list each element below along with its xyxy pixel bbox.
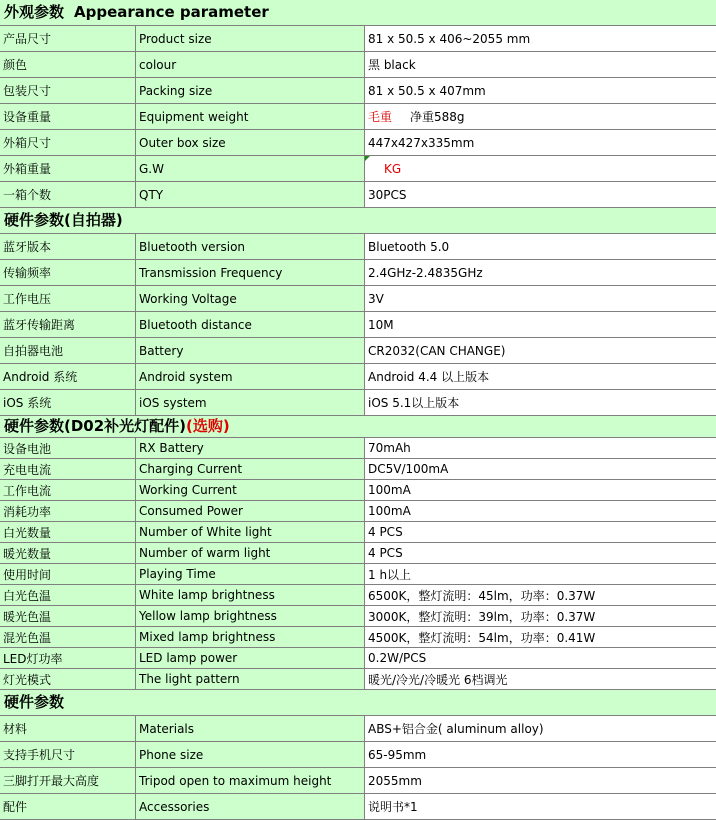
table-row (0, 606, 716, 627)
param-name-en: Consumed Power (136, 501, 365, 521)
param-name-en: Phone size (136, 742, 365, 767)
param-name-en: Android system (136, 364, 365, 389)
param-name-en: Working Voltage (136, 286, 365, 311)
table-row (0, 742, 716, 768)
table-row (0, 26, 716, 52)
param-value: 3000K，整灯流明：39lm，功率：0.37W (365, 606, 716, 626)
net-weight-value: 净重588g (410, 110, 465, 124)
param-name-en: Bluetooth version (136, 234, 365, 259)
table-row (0, 501, 716, 522)
param-name-en: RX Battery (136, 438, 365, 458)
table-row (0, 522, 716, 543)
param-name-en: G.W (136, 156, 365, 181)
param-value: 说明书*1 (365, 794, 716, 819)
section-title-cn: 外观参数 (4, 3, 65, 21)
param-name-en: Yellow lamp brightness (136, 606, 365, 626)
param-name-cn: 消耗功率 (0, 501, 136, 521)
param-value: 暖光/冷光/冷暖光 6档调光 (365, 669, 716, 689)
param-name-cn: 包装尺寸 (0, 78, 136, 103)
param-name-en: Working Current (136, 480, 365, 500)
param-name-cn: 暖光数量 (0, 543, 136, 563)
section-header-hardware (0, 690, 716, 716)
param-value: 2.4GHz-2.4835GHz (365, 260, 716, 285)
table-row (0, 768, 716, 794)
param-name-cn: 白光色温 (0, 585, 136, 605)
param-value: 30PCS (365, 182, 716, 207)
table-row (0, 104, 716, 130)
param-name-en: Accessories (136, 794, 365, 819)
param-name-en: Playing Time (136, 564, 365, 584)
table-row (0, 364, 716, 390)
param-name-cn: 充电电流 (0, 459, 136, 479)
param-name-en: Packing size (136, 78, 365, 103)
param-value: 100mA (365, 480, 716, 500)
param-name-en: colour (136, 52, 365, 77)
section-title-cn: 硬件参数 (4, 693, 65, 711)
param-value: Android 4.4 以上版本 (365, 364, 716, 389)
table-row (0, 543, 716, 564)
param-name-cn: 传输频率 (0, 260, 136, 285)
param-name-cn: 外箱重量 (0, 156, 136, 181)
param-name-en: Number of White light (136, 522, 365, 542)
table-row (0, 338, 716, 364)
param-name-en: Product size (136, 26, 365, 51)
table-row (0, 78, 716, 104)
section-header-selfie-hardware (0, 208, 716, 234)
gross-weight-label: 毛重 (368, 110, 393, 124)
param-name-en: White lamp brightness (136, 585, 365, 605)
table-row (0, 156, 716, 182)
param-name-cn: 使用时间 (0, 564, 136, 584)
param-name-cn: 暖光色温 (0, 606, 136, 626)
param-name-en: Charging Current (136, 459, 365, 479)
table-row (0, 627, 716, 648)
param-value: 81 x 50.5 x 407mm (365, 78, 716, 103)
param-name-cn: 产品尺寸 (0, 26, 136, 51)
param-name-cn: 设备重量 (0, 104, 136, 129)
param-value: 4500K，整灯流明：54lm，功率：0.41W (365, 627, 716, 647)
param-value: 0.2W/PCS (365, 648, 716, 668)
param-value: 3V (365, 286, 716, 311)
param-name-en: Bluetooth distance (136, 312, 365, 337)
param-value: DC5V/100mA (365, 459, 716, 479)
table-row (0, 585, 716, 606)
param-value: 6500K，整灯流明：45lm，功率：0.37W (365, 585, 716, 605)
param-name-en: Battery (136, 338, 365, 363)
param-name-cn: 工作电压 (0, 286, 136, 311)
table-row (0, 182, 716, 208)
param-value: 70mAh (365, 438, 716, 458)
param-name-cn: 支持手机尺寸 (0, 742, 136, 767)
table-row (0, 648, 716, 669)
table-row (0, 52, 716, 78)
param-name-en: Number of warm light (136, 543, 365, 563)
param-name-cn: 一箱个数 (0, 182, 136, 207)
param-value: CR2032(CAN CHANGE) (365, 338, 716, 363)
table-row (0, 390, 716, 416)
table-row (0, 312, 716, 338)
param-name-cn: 配件 (0, 794, 136, 819)
param-name-en: The light pattern (136, 669, 365, 689)
param-name-en: QTY (136, 182, 365, 207)
table-row (0, 130, 716, 156)
section-header-appearance (0, 0, 716, 26)
param-name-cn: 外箱尺寸 (0, 130, 136, 155)
param-name-en: Tripod open to maximum height (136, 768, 365, 793)
table-row (0, 794, 716, 820)
param-name-cn: 材料 (0, 716, 136, 741)
param-name-cn: 自拍器电池 (0, 338, 136, 363)
param-value: 447x427x335mm (365, 130, 716, 155)
table-row (0, 480, 716, 501)
table-row (0, 438, 716, 459)
table-row (0, 716, 716, 742)
param-value (365, 104, 716, 129)
param-name-cn: 蓝牙传输距离 (0, 312, 136, 337)
section-title-cn: 硬件参数(自拍器) (4, 211, 123, 229)
param-name-cn: iOS 系统 (0, 390, 136, 415)
param-name-en: Outer box size (136, 130, 365, 155)
param-name-cn: 颜色 (0, 52, 136, 77)
param-name-en: Materials (136, 716, 365, 741)
param-name-cn: 工作电流 (0, 480, 136, 500)
gross-weight-unit: KG (384, 161, 402, 176)
table-row (0, 286, 716, 312)
param-value: Bluetooth 5.0 (365, 234, 716, 259)
param-name-cn: 混光色温 (0, 627, 136, 647)
table-row (0, 260, 716, 286)
table-row (0, 459, 716, 480)
table-row (0, 234, 716, 260)
param-name-en: LED lamp power (136, 648, 365, 668)
param-name-en: Mixed lamp brightness (136, 627, 365, 647)
param-value: iOS 5.1以上版本 (365, 390, 716, 415)
comment-indicator-icon (365, 156, 370, 161)
param-name-cn: 设备电池 (0, 438, 136, 458)
param-value: 100mA (365, 501, 716, 521)
param-name-cn: 蓝牙版本 (0, 234, 136, 259)
param-value: 10M (365, 312, 716, 337)
param-name-cn: 灯光模式 (0, 669, 136, 689)
param-value: ABS+铝合金( aluminum alloy) (365, 716, 716, 741)
param-value: 1 h以上 (365, 564, 716, 584)
table-row (0, 564, 716, 585)
param-value: 2055mm (365, 768, 716, 793)
param-value: 黑 black (365, 52, 716, 77)
section-title-cn: 硬件参数(D02补光灯配件) (4, 417, 187, 435)
param-name-en: iOS system (136, 390, 365, 415)
param-name-cn: 白光数量 (0, 522, 136, 542)
section-title-en: Appearance parameter (74, 3, 269, 21)
param-name-cn: 三脚打开最大高度 (0, 768, 136, 793)
param-value: 4 PCS (365, 543, 716, 563)
param-value: 4 PCS (365, 522, 716, 542)
param-value (365, 156, 716, 181)
param-value: 65-95mm (365, 742, 716, 767)
param-name-cn: LED灯功率 (0, 648, 136, 668)
param-name-en: Transmission Frequency (136, 260, 365, 285)
param-value: 81 x 50.5 x 406~2055 mm (365, 26, 716, 51)
section-header-light-accessory (0, 416, 716, 438)
optional-purchase-note: (选购) (186, 417, 230, 435)
param-name-en: Equipment weight (136, 104, 365, 129)
table-row (0, 669, 716, 690)
param-name-cn: Android 系统 (0, 364, 136, 389)
